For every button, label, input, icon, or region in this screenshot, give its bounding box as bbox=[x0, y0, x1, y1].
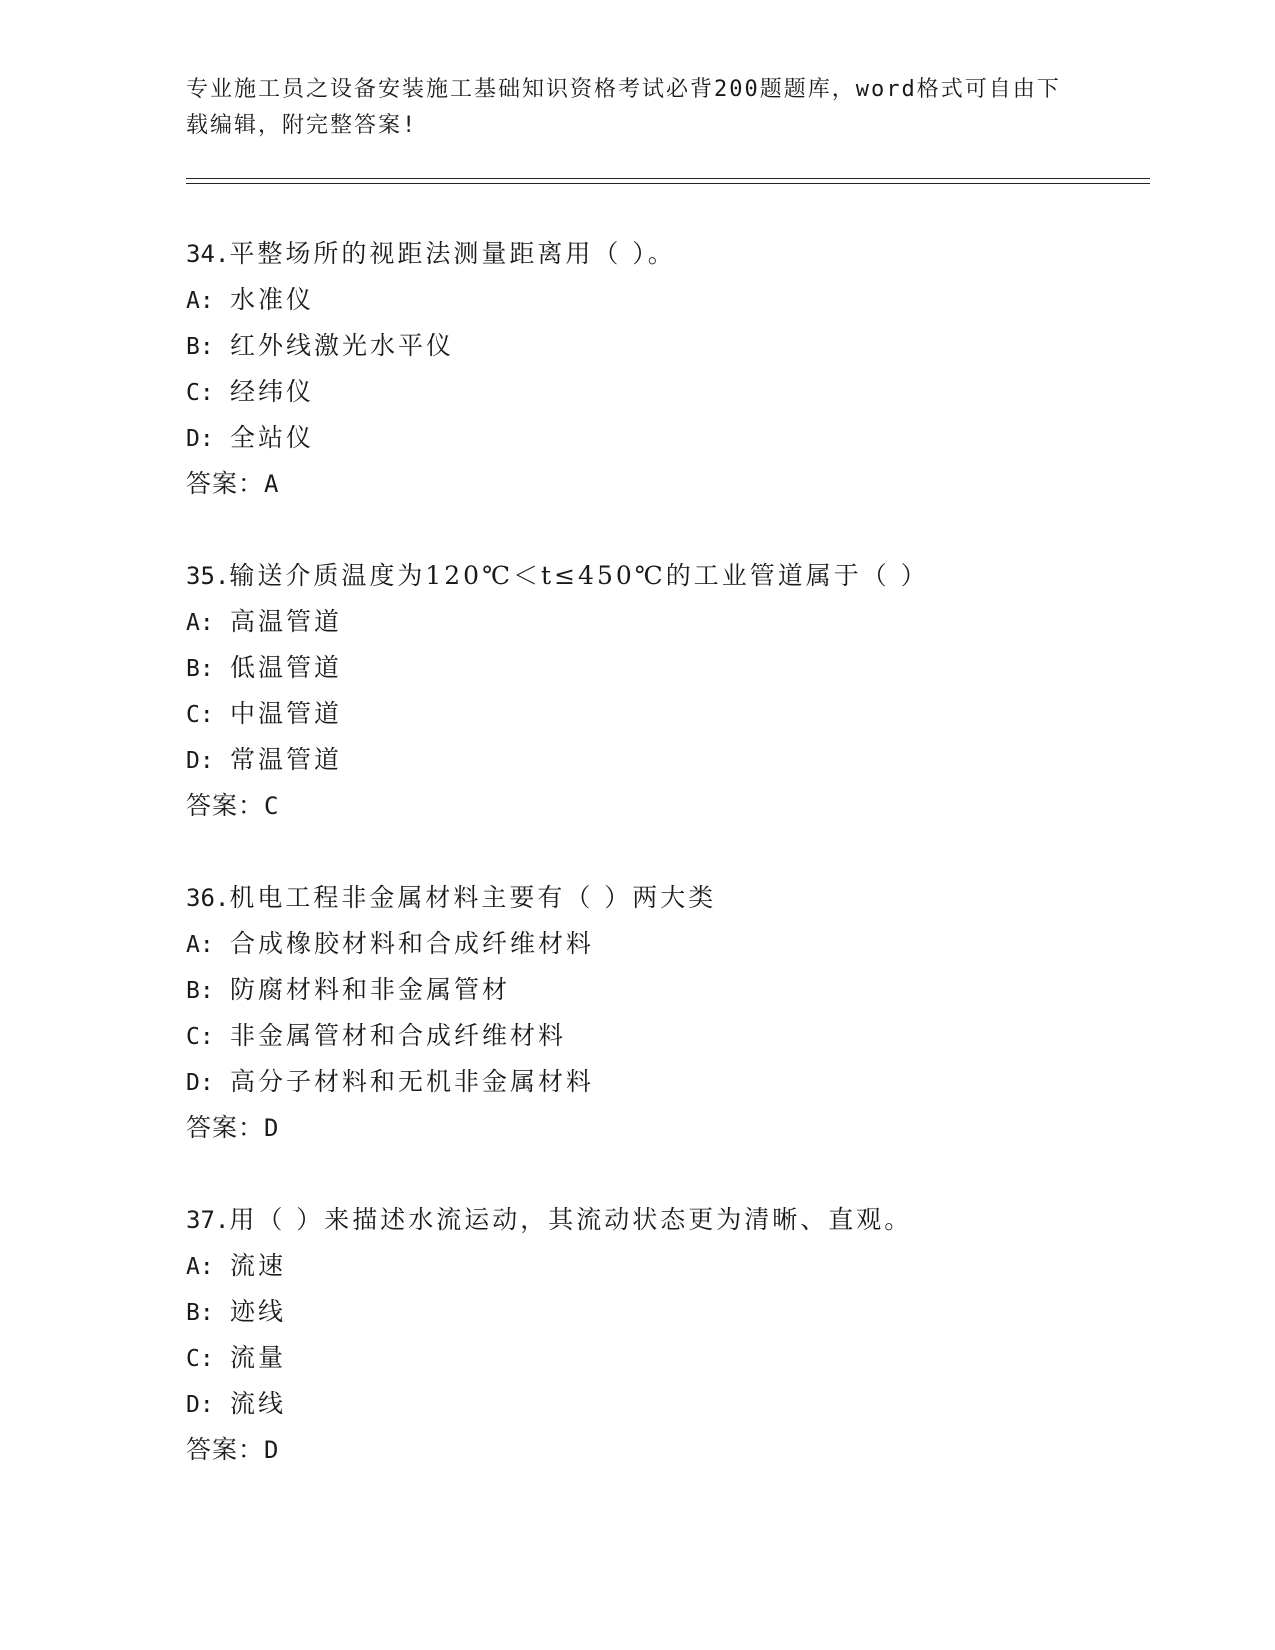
option-text: 经纬仪 bbox=[230, 377, 315, 406]
question-stem bbox=[186, 875, 1146, 921]
option-letter: B: bbox=[186, 656, 214, 682]
option-letter: D: bbox=[186, 426, 214, 452]
option-letter: A: bbox=[186, 1254, 214, 1280]
option-text: 非金属管材和合成纤维材料 bbox=[230, 1021, 567, 1050]
option-b bbox=[186, 1289, 1146, 1335]
option-d bbox=[186, 415, 1146, 461]
option-b bbox=[186, 323, 1146, 369]
answer-line bbox=[186, 1105, 1146, 1151]
answer-value: D bbox=[264, 1436, 280, 1464]
question-text: 用（ ）来描述水流运动，其流动状态更为清晰、直观。 bbox=[229, 1205, 913, 1234]
option-text: 中温管道 bbox=[230, 699, 343, 728]
option-text: 高温管道 bbox=[230, 607, 343, 636]
option-text: 红外线激光水平仪 bbox=[230, 331, 455, 360]
answer-value: A bbox=[264, 470, 280, 498]
option-text: 全站仪 bbox=[230, 423, 315, 452]
question-37 bbox=[186, 1197, 1146, 1473]
answer-label: 答案： bbox=[186, 469, 265, 498]
document-header: 专业施工员之设备安装施工基础知识资格考试必背200题题库，word格式可自由下载编辑，附完整答案! bbox=[186, 77, 1061, 138]
option-d bbox=[186, 737, 1146, 783]
option-letter: C: bbox=[186, 380, 214, 406]
option-letter: A: bbox=[186, 288, 214, 314]
option-letter: D: bbox=[186, 748, 214, 774]
option-letter: C: bbox=[186, 1024, 214, 1050]
answer-value: D bbox=[264, 1114, 280, 1142]
question-number: 37. bbox=[186, 1206, 230, 1234]
option-text: 高分子材料和无机非金属材料 bbox=[230, 1067, 595, 1096]
answer-label: 答案： bbox=[186, 1113, 265, 1142]
option-text: 水准仪 bbox=[230, 285, 315, 314]
question-34 bbox=[186, 231, 1146, 507]
option-text: 流线 bbox=[230, 1389, 287, 1418]
option-letter: A: bbox=[186, 610, 214, 636]
question-stem bbox=[186, 231, 1146, 277]
option-letter: B: bbox=[186, 978, 214, 1004]
option-text: 迹线 bbox=[230, 1297, 287, 1326]
question-stem bbox=[186, 553, 1146, 599]
option-c bbox=[186, 1335, 1146, 1381]
answer-line bbox=[186, 461, 1146, 507]
option-d bbox=[186, 1381, 1146, 1427]
option-c bbox=[186, 691, 1146, 737]
header-divider-top bbox=[186, 178, 1150, 179]
answer-value: C bbox=[264, 792, 280, 820]
question-36 bbox=[186, 875, 1146, 1151]
question-text: 输送介质温度为120℃＜t≤450℃的工业管道属于（ ） bbox=[229, 561, 929, 590]
header-divider-bottom bbox=[186, 183, 1150, 184]
option-letter: C: bbox=[186, 1346, 214, 1372]
option-text: 常温管道 bbox=[230, 745, 343, 774]
question-text: 机电工程非金属材料主要有（ ）两大类 bbox=[229, 883, 717, 912]
option-b bbox=[186, 645, 1146, 691]
option-a bbox=[186, 1243, 1146, 1289]
question-number: 35. bbox=[186, 562, 230, 590]
question-35 bbox=[186, 553, 1146, 829]
option-text: 防腐材料和非金属管材 bbox=[230, 975, 511, 1004]
option-b bbox=[186, 967, 1146, 1013]
option-a bbox=[186, 277, 1146, 323]
option-c bbox=[186, 369, 1146, 415]
option-text: 流速 bbox=[230, 1251, 287, 1280]
option-a bbox=[186, 921, 1146, 967]
question-number: 36. bbox=[186, 884, 230, 912]
answer-line bbox=[186, 1427, 1146, 1473]
option-a bbox=[186, 599, 1146, 645]
option-c bbox=[186, 1013, 1146, 1059]
question-number: 34. bbox=[186, 240, 230, 268]
answer-label: 答案： bbox=[186, 1435, 265, 1464]
option-text: 流量 bbox=[230, 1343, 287, 1372]
answer-line bbox=[186, 783, 1146, 829]
option-letter: B: bbox=[186, 334, 214, 360]
option-letter: A: bbox=[186, 932, 214, 958]
option-letter: D: bbox=[186, 1392, 214, 1418]
option-letter: B: bbox=[186, 1300, 214, 1326]
question-stem bbox=[186, 1197, 1146, 1243]
option-d bbox=[186, 1059, 1146, 1105]
answer-label: 答案： bbox=[186, 791, 265, 820]
option-text: 合成橡胶材料和合成纤维材料 bbox=[230, 929, 595, 958]
question-text: 平整场所的视距法测量距离用（ ）。 bbox=[229, 239, 676, 268]
option-letter: D: bbox=[186, 1070, 214, 1096]
option-letter: C: bbox=[186, 702, 214, 728]
option-text: 低温管道 bbox=[230, 653, 343, 682]
